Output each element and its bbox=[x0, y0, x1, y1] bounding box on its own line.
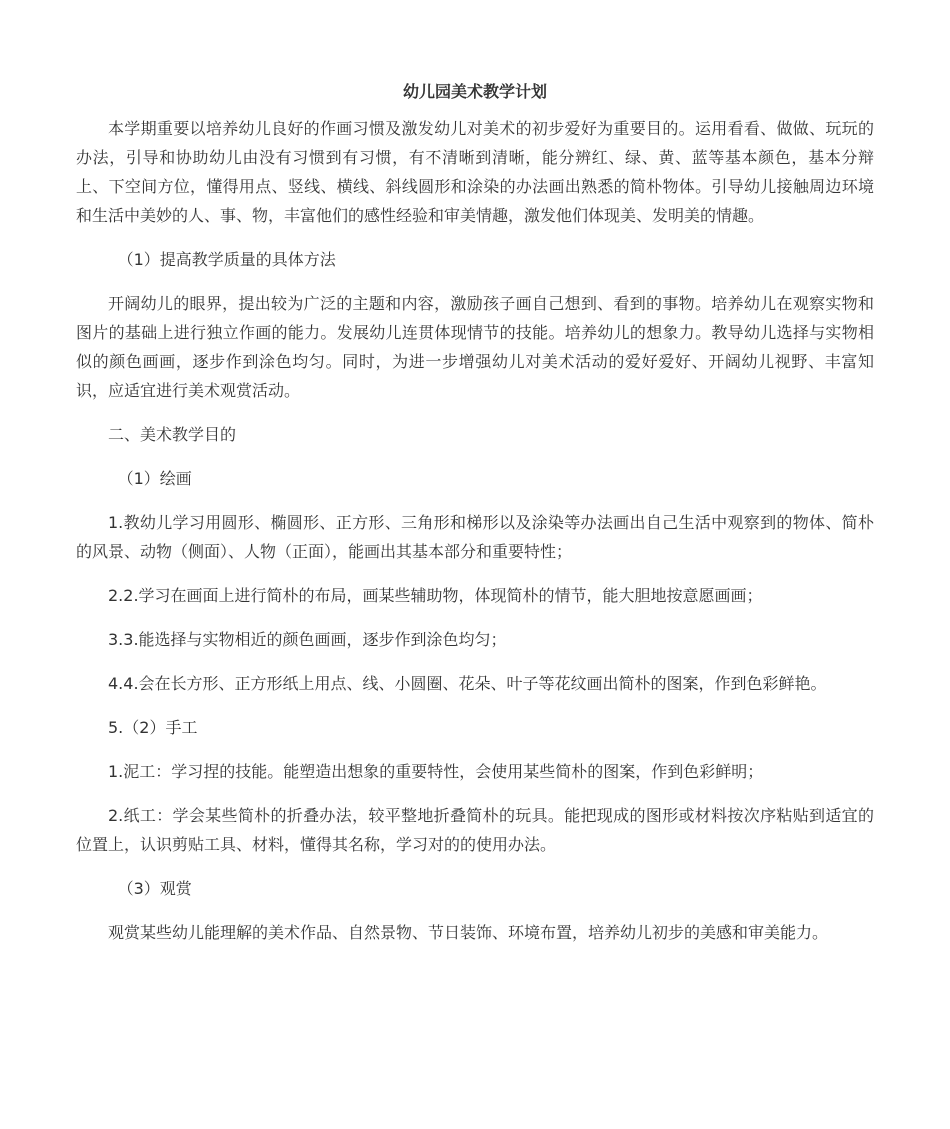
list-item-drawing-1: 1.教幼儿学习用圆形、椭圆形、正方形、三角形和梯形以及涂染等办法画出自己生活中观察到的物体、简朴的风景、动物（侧面）、人物（正面），能画出其基本部分和重要特性； bbox=[76, 513, 874, 561]
heading-appreciation: （3）观赏 bbox=[117, 879, 192, 898]
document-title: 幼儿园美术教学计划 bbox=[402, 82, 547, 101]
heading-methods: （1）提高教学质量的具体方法 bbox=[117, 250, 336, 269]
heading-drawing: （1）绘画 bbox=[117, 469, 192, 488]
heading-handcraft: 5.（2）手工 bbox=[108, 718, 198, 737]
paragraph-intro: 本学期重要以培养幼儿良好的作画习惯及激发幼儿对美术的初步爱好为重要目的。运用看看、做做、玩玩的办法，引导和协助幼儿由没有习惯到有习惯，有不清晰到清晰，能分辨红、绿、黄、蓝等基本颜色，基本分辩上、下空间方位，懂得用点、竖线、横线、斜线圆形和涂染的办法画出熟悉的简朴物体。引导幼儿接触周边环境和生活中美妙的人、事、物，丰富他们的感性经验和审美情趣，激发他们体现美、发明美的情趣。 bbox=[76, 119, 874, 225]
heading-goals: 二、美术教学目的 bbox=[108, 425, 237, 444]
list-item-handcraft-1: 1.泥工：学习捏的技能。能塑造出想象的重要特性，会使用某些简朴的图案，作到色彩鲜明； bbox=[108, 762, 764, 781]
list-item-handcraft-2: 2.纸工：学会某些简朴的折叠办法，较平整地折叠简朴的玩具。能把现成的图形或材料按次序粘贴到适宜的位置上，认识剪贴工具、材料，懂得其名称，学习对的的使用办法。 bbox=[76, 806, 874, 854]
paragraph-methods: 开阔幼儿的眼界，提出较为广泛的主题和内容，激励孩子画自己想到、看到的事物。培养幼儿在观察实物和图片的基础上进行独立作画的能力。发展幼儿连贯体现情节的技能。培养幼儿的想象力。教导幼儿选择与实物相似的颜色画画，逐步作到涂色均匀。同时，为进一步增强幼儿对美术活动的爱好爱好、开阔幼儿视野、丰富知识，应适宜进行美术观赏活动。 bbox=[76, 294, 874, 400]
document-page bbox=[76, 72, 874, 962]
list-item-drawing-3: 3.3.能选择与实物相近的颜色画画，逐步作到涂色均匀； bbox=[108, 630, 507, 649]
list-item-drawing-4: 4.4.会在长方形、正方形纸上用点、线、小圆圈、花朵、叶子等花纹画出简朴的图案，作到色彩鲜艳。 bbox=[108, 674, 827, 693]
paragraph-appreciation: 观赏某些幼儿能理解的美术作品、自然景物、节日装饰、环境布置，培养幼儿初步的美感和审美能力。 bbox=[108, 923, 829, 942]
list-item-drawing-2: 2.2.学习在画面上进行简朴的布局，画某些辅助物，体现简朴的情节，能大胆地按意愿画画； bbox=[108, 586, 763, 605]
